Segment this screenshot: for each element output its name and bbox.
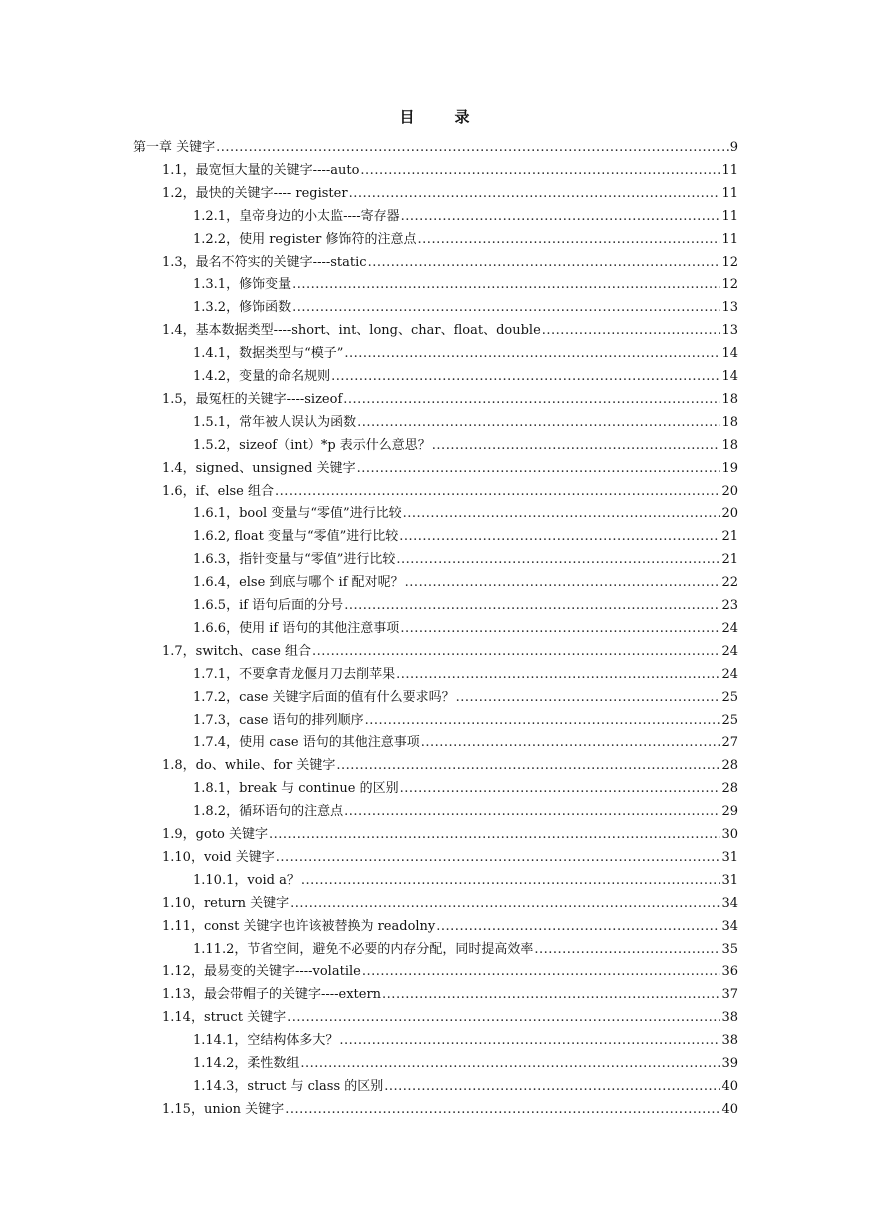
toc-entry-label: 1.8.1，break 与 continue 的区别	[193, 781, 399, 797]
toc-entry[interactable]	[162, 1007, 738, 1029]
toc-leader-dots	[300, 1053, 720, 1075]
toc-entry-page-number: 11	[721, 231, 738, 247]
toc-title-left: 目	[399, 108, 415, 126]
toc-leader-dots	[400, 618, 720, 640]
toc-entry[interactable]	[162, 183, 738, 205]
toc-entry-page-number: 11	[721, 185, 738, 201]
toc-entry-label: 1.10，void 关键字	[162, 849, 275, 865]
toc-entry[interactable]	[162, 458, 738, 480]
toc-leader-dots	[357, 412, 720, 434]
toc-entry-label: 1.7.2，case 关键字后面的值有什么要求吗？	[193, 689, 455, 705]
toc-entry-page-number: 25	[721, 712, 738, 728]
toc-entry[interactable]	[193, 206, 738, 228]
toc-leader-dots	[336, 755, 720, 777]
toc-leader-dots	[418, 229, 721, 251]
toc-entry-label: 1.6，if、else 组合	[162, 483, 274, 499]
toc-entry-label: 1.12，最易变的关键字----volatile	[162, 964, 361, 980]
toc-entry[interactable]	[162, 916, 738, 938]
toc-entry-label: 1.6.1，bool 变量与“零值”进行比较	[193, 506, 402, 522]
toc-leader-dots	[339, 1030, 720, 1052]
toc-entry-page-number: 12	[721, 277, 738, 293]
toc-entry[interactable]	[162, 755, 738, 777]
toc-entry[interactable]	[133, 137, 738, 159]
toc-leader-dots	[401, 206, 721, 228]
toc-entry-label: 1.10.1，void a？	[193, 872, 300, 888]
toc-entry[interactable]	[193, 526, 738, 548]
toc-leader-dots	[349, 183, 721, 205]
toc-entry-label: 1.6.3，指针变量与“零值”进行比较	[193, 552, 396, 568]
toc-entry[interactable]	[193, 732, 738, 754]
toc-entry-label: 1.7，switch、case 组合	[162, 643, 312, 659]
toc-entry-label: 1.6.6，使用 if 语句的其他注意事项	[193, 620, 400, 636]
toc-entry[interactable]	[193, 503, 738, 525]
toc-entry-label: 1.2.2，使用 register 修饰符的注意点	[193, 231, 417, 247]
toc-entry-label: 第一章 关键字	[133, 140, 216, 155]
toc-entry[interactable]	[193, 435, 738, 457]
toc-entry[interactable]	[193, 939, 738, 961]
toc-entry-page-number: 18	[721, 391, 738, 407]
toc-entry-page-number: 38	[721, 1010, 738, 1026]
toc-entry-label: 1.13，最会带帽子的关键字----extern	[162, 987, 382, 1003]
toc-entry[interactable]	[193, 595, 738, 617]
toc-leader-dots	[331, 366, 720, 388]
toc-leader-dots	[360, 160, 720, 182]
toc-entry[interactable]	[193, 687, 738, 709]
toc-entry-page-number: 21	[721, 552, 738, 568]
toc-entry-label: 1.8.2，循环语句的注意点	[193, 804, 344, 820]
toc-entry-label: 1.3.1，修饰变量	[193, 277, 292, 293]
toc-entry-page-number: 25	[721, 689, 738, 705]
toc-entry-page-number: 39	[721, 1056, 738, 1071]
toc-entry-label: 1.6.4，else 到底与哪个 if 配对呢？	[193, 575, 404, 591]
toc-entry[interactable]	[162, 893, 738, 915]
toc-entry-page-number: 40	[721, 1101, 738, 1117]
toc-entry-label: 1.4.1，数据类型与“模子”	[193, 346, 344, 362]
toc-entry-label: 1.4，signed、unsigned 关键字	[162, 460, 356, 476]
toc-entry-label: 1.2.1，皇帝身边的小太监----寄存器	[193, 208, 400, 224]
toc-entry-page-number: 38	[721, 1033, 738, 1049]
toc-leader-dots	[290, 893, 720, 915]
toc-entry-label: 1.3，最名不符实的关键字----static	[162, 254, 367, 270]
toc-entry[interactable]	[193, 572, 738, 594]
toc-entry-page-number: 34	[721, 918, 738, 934]
toc-entry-page-number: 9	[729, 140, 738, 155]
toc-entry[interactable]	[193, 870, 738, 892]
toc-entry[interactable]	[193, 1053, 738, 1075]
toc-entry[interactable]	[162, 1099, 738, 1121]
toc-entry-page-number: 20	[721, 483, 738, 499]
toc-entry-page-number: 28	[721, 781, 738, 797]
toc-entry-label: 1.8，do、while、for 关键字	[162, 758, 336, 774]
toc-entry-page-number: 31	[721, 872, 738, 888]
toc-entry-page-number: 23	[721, 598, 738, 613]
toc-entry-page-number: 34	[721, 895, 738, 911]
toc-entry[interactable]	[193, 549, 738, 571]
toc-entry-page-number: 14	[721, 346, 738, 362]
toc-leader-dots	[384, 1076, 720, 1098]
toc-entry[interactable]	[193, 297, 738, 319]
toc-leader-dots	[287, 1007, 720, 1029]
toc-entry-page-number: 14	[721, 369, 738, 384]
toc-entry-label: 1.15，union 关键字	[162, 1101, 285, 1117]
toc-leader-dots	[343, 389, 720, 411]
toc-leader-dots	[276, 847, 721, 869]
toc-entry-label: 1.5.2，sizeof（int）*p 表示什么意思？	[193, 437, 431, 453]
toc-leader-dots	[542, 320, 721, 342]
toc-entry-label: 1.11，const 关键字也许该被替换为 readolny	[162, 918, 436, 934]
toc-entry-label: 1.14.3，struct 与 class 的区别	[193, 1078, 384, 1094]
toc-entry-label: 1.7.3，case 语句的排列顺序	[193, 712, 364, 728]
toc-entry[interactable]	[162, 961, 738, 983]
toc-entry-page-number: 11	[721, 162, 738, 178]
toc-entry-label: 1.6.2, float 变量与“零值”进行比较	[193, 529, 399, 545]
toc-entry-page-number: 24	[721, 643, 738, 659]
toc-entry[interactable]	[193, 366, 738, 388]
toc-entry-page-number: 28	[721, 758, 738, 774]
toc-entry[interactable]	[162, 320, 738, 342]
toc-entry-page-number: 30	[721, 827, 738, 842]
toc-entry-page-number: 36	[721, 964, 738, 980]
toc-entry[interactable]	[162, 847, 738, 869]
toc-leader-dots	[399, 526, 720, 548]
toc-entry-label: 1.14.1，空结构体多大？	[193, 1033, 339, 1049]
toc-entry-label: 1.3.2，修饰函数	[193, 300, 292, 316]
toc-leader-dots	[400, 778, 721, 800]
toc-leader-dots	[344, 595, 720, 617]
toc-entry-label: 1.6.5，if 语句后面的分号	[193, 598, 344, 613]
toc-leader-dots	[365, 710, 721, 732]
toc-leader-dots	[534, 939, 720, 961]
toc-entry-page-number: 21	[721, 529, 738, 545]
toc-leader-dots	[432, 435, 721, 457]
toc-entry-page-number: 37	[721, 987, 738, 1003]
toc-entry-label: 1.14，struct 关键字	[162, 1010, 287, 1026]
toc-entry[interactable]	[193, 1030, 738, 1052]
toc-entry[interactable]	[193, 618, 738, 640]
toc-entry-label: 1.1，最宽恒大量的关键字----auto	[162, 162, 360, 178]
toc-leader-dots	[275, 481, 720, 503]
toc-leader-dots	[436, 916, 720, 938]
toc-leader-dots	[285, 1099, 720, 1121]
toc-leader-dots	[312, 641, 720, 663]
toc-entry-label: 1.2，最快的关键字---- register	[162, 185, 348, 201]
toc-entry[interactable]	[162, 389, 738, 411]
toc-entry-page-number: 18	[721, 437, 738, 453]
toc-entry[interactable]	[193, 229, 738, 251]
toc-entry-page-number: 24	[721, 620, 738, 636]
toc-entry-page-number: 40	[721, 1078, 738, 1094]
toc-entry-page-number: 27	[721, 735, 738, 751]
toc-leader-dots	[396, 664, 720, 686]
toc-entry-page-number: 12	[721, 254, 738, 270]
toc-entry[interactable]	[193, 801, 738, 823]
toc-entry[interactable]	[193, 710, 738, 732]
toc-entry-page-number: 13	[721, 323, 738, 339]
toc-entry-page-number: 19	[721, 460, 738, 476]
toc-title	[0, 106, 869, 127]
toc-leader-dots	[403, 503, 721, 525]
toc-leader-dots	[344, 343, 720, 365]
toc-leader-dots	[216, 137, 729, 159]
toc-leader-dots	[269, 824, 720, 846]
toc-entry-page-number: 24	[721, 666, 738, 682]
toc-leader-dots	[421, 732, 721, 754]
toc-entry[interactable]	[193, 664, 738, 686]
toc-leader-dots	[357, 458, 721, 480]
toc-entry[interactable]	[193, 274, 738, 296]
toc-leader-dots	[456, 687, 721, 709]
toc-leader-dots	[368, 252, 721, 274]
toc-entry-label: 1.7.1，不要拿青龙偃月刀去削苹果	[193, 666, 396, 682]
toc-leader-dots	[362, 961, 721, 983]
toc-entry-label: 1.7.4，使用 case 语句的其他注意事项	[193, 735, 420, 751]
toc-leader-dots	[301, 870, 721, 892]
toc-entry-label: 1.14.2，柔性数组	[193, 1056, 300, 1071]
toc-entry-page-number: 11	[721, 208, 738, 224]
toc-entry-label: 1.10，return 关键字	[162, 895, 290, 911]
toc-entry[interactable]	[162, 252, 738, 274]
toc-entry-label: 1.4，基本数据类型----short、int、long、char、float、double	[162, 323, 541, 339]
toc-entry-page-number: 22	[721, 575, 738, 591]
toc-entry-page-number: 13	[721, 300, 738, 316]
toc-entry-page-number: 35	[721, 941, 738, 957]
toc-entry[interactable]	[162, 160, 738, 182]
toc-entry-label: 1.4.2，变量的命名规则	[193, 369, 331, 384]
toc-entry[interactable]	[162, 824, 738, 846]
toc-entry[interactable]	[162, 641, 738, 663]
toc-entry-page-number: 31	[721, 849, 738, 865]
toc-leader-dots	[344, 801, 720, 823]
toc-entry-label: 1.9，goto 关键字	[162, 827, 269, 842]
toc-entry-label: 1.5.1，常年被人误认为函数	[193, 414, 357, 430]
toc-entry[interactable]	[193, 778, 738, 800]
toc-entry-page-number: 20	[721, 506, 738, 522]
toc-entry-label: 1.11.2，节省空间，避免不必要的内存分配，同时提高效率	[193, 941, 534, 957]
toc-entry[interactable]	[162, 481, 738, 503]
toc-leader-dots	[396, 549, 720, 571]
toc-leader-dots	[405, 572, 721, 594]
toc-title-right: 录	[454, 108, 470, 126]
toc-leader-dots	[292, 297, 720, 319]
toc-leader-dots	[382, 984, 720, 1006]
toc-leader-dots	[292, 274, 720, 296]
toc-entry-label: 1.5，最冤枉的关键字----sizeof	[162, 391, 343, 407]
toc-entry[interactable]	[193, 412, 738, 434]
toc-entry[interactable]	[162, 984, 738, 1006]
toc-entry-page-number: 29	[721, 804, 738, 820]
toc-entry[interactable]	[193, 343, 738, 365]
toc-entry-page-number: 18	[721, 414, 738, 430]
toc-entry[interactable]	[193, 1076, 738, 1098]
